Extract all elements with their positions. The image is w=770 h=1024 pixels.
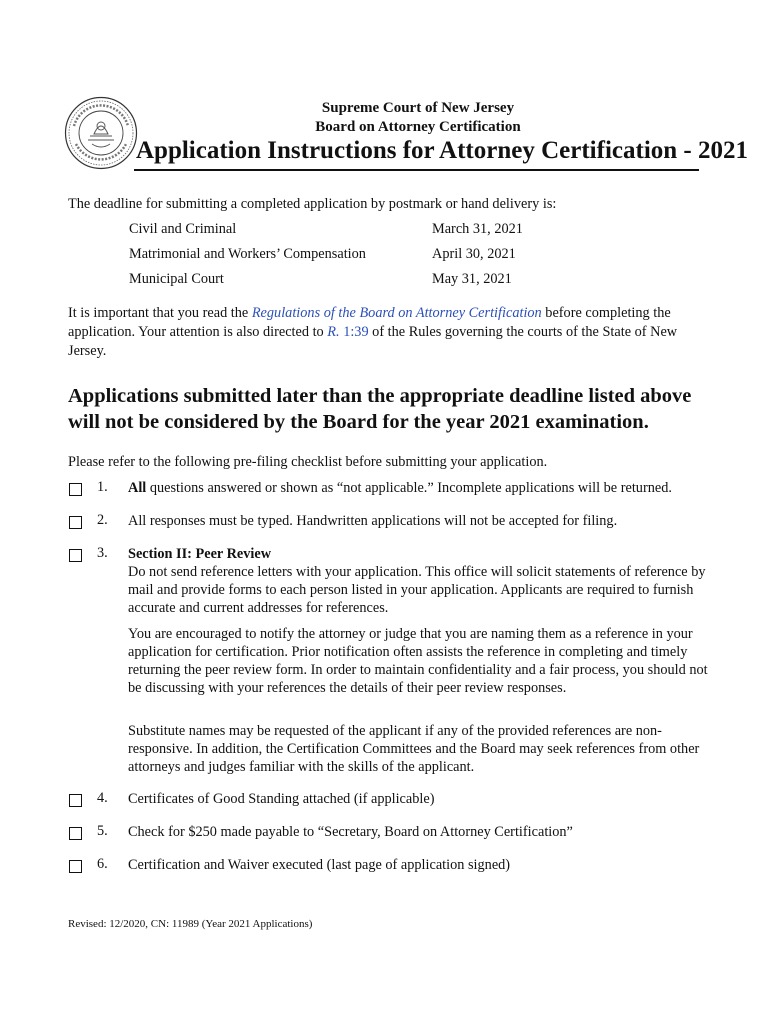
- item-text: questions answered or shown as “not applicable.” Incomplete applications will be returned.: [146, 480, 672, 496]
- title-rule: [134, 169, 699, 171]
- checklist-checkbox-4[interactable]: [69, 794, 82, 807]
- revision-footer: Revised: 12/2020, CN: 11989 (Year 2021 Applications): [68, 918, 313, 930]
- important-text: before completing the application. Your attention is also directed to: [68, 305, 671, 340]
- court-name: Supreme Court of New Jersey: [321, 100, 515, 116]
- item-number: 5.: [97, 823, 108, 839]
- item-number: 1.: [97, 479, 108, 495]
- court-heading: [218, 99, 618, 137]
- deadline-category: Municipal Court: [129, 271, 224, 287]
- checklist-checkbox-3[interactable]: [69, 549, 82, 562]
- important-text: of the Rules governing the courts of the State of New Jersey.: [68, 324, 678, 359]
- deadline-intro: The deadline for submitting a completed application by postmark or hand delivery is:: [68, 196, 557, 212]
- checklist-checkbox-6[interactable]: [69, 860, 82, 873]
- checklist-item-1: [128, 479, 718, 497]
- item-bold: All: [128, 480, 147, 496]
- regulations-link[interactable]: Regulations of the Board on Attorney Certification: [251, 305, 542, 321]
- peer-review-heading: Section II: Peer Review: [128, 546, 272, 562]
- checklist-checkbox-2[interactable]: [69, 516, 82, 529]
- deadline-category: Matrimonial and Workers’ Compensation: [129, 246, 366, 262]
- board-name: Board on Attorney Certification: [315, 119, 521, 135]
- deadline-category: Civil and Criminal: [129, 221, 237, 237]
- checklist-item-2: All responses must be typed. Handwritten applications will not be accepted for filing.: [128, 513, 618, 529]
- deadline-date: March 31, 2021: [432, 221, 523, 237]
- item-number: 3.: [97, 545, 108, 561]
- checklist-checkbox-1[interactable]: [69, 483, 82, 496]
- important-text: It is important that you read the: [68, 305, 252, 321]
- checklist-intro: Please refer to the following pre-filing checklist before submitting your application.: [68, 454, 548, 470]
- deadline-date: May 31, 2021: [432, 271, 512, 287]
- checklist-item-5: Check for $250 made payable to “Secretary, Board on Attorney Certification”: [128, 824, 573, 840]
- item-number: 2.: [97, 512, 108, 528]
- page-title: Application Instructions for Attorney Certification - 2021: [136, 137, 748, 164]
- important-paragraph: [68, 304, 708, 361]
- checklist-checkbox-5[interactable]: [69, 827, 82, 840]
- peer-review-para-3: Substitute names may be requested of the applicant if any of the provided references are non-responsive. In addition, the Certification Committees and the Board may seek references from other attorneys and judges familiar with the skills of the applicant.: [128, 723, 700, 775]
- checklist-item-6: Certification and Waiver executed (last page of application signed): [128, 857, 511, 873]
- rule-link-number[interactable]: 1:39: [343, 324, 369, 340]
- peer-review-para-1: Do not send reference letters with your application. This office will solicit statements of reference by mail and provide forms to each person listed in your application. Applicants are required to furnish accurate and current addresses for references.: [128, 564, 706, 616]
- rule-link-r[interactable]: R.: [327, 324, 340, 340]
- peer-review-para-2: You are encouraged to notify the attorney or judge that you are naming them as a reference in your application for certification. Prior notification often assists the reference in completing and timely returning the peer review form. In order to maintain confidentiality and a fair process, you should not be discussing with your references the details of their peer review responses.: [128, 626, 708, 696]
- deadline-warning: Applications submitted later than the appropriate deadline listed above will not be considered by the Board for the year 2021 examination.: [68, 385, 692, 433]
- court-seal-icon: [64, 96, 138, 170]
- item-number: 6.: [97, 856, 108, 872]
- item-number: 4.: [97, 790, 108, 806]
- deadline-date: April 30, 2021: [432, 246, 516, 262]
- checklist-item-4: Certificates of Good Standing attached (if applicable): [128, 791, 435, 807]
